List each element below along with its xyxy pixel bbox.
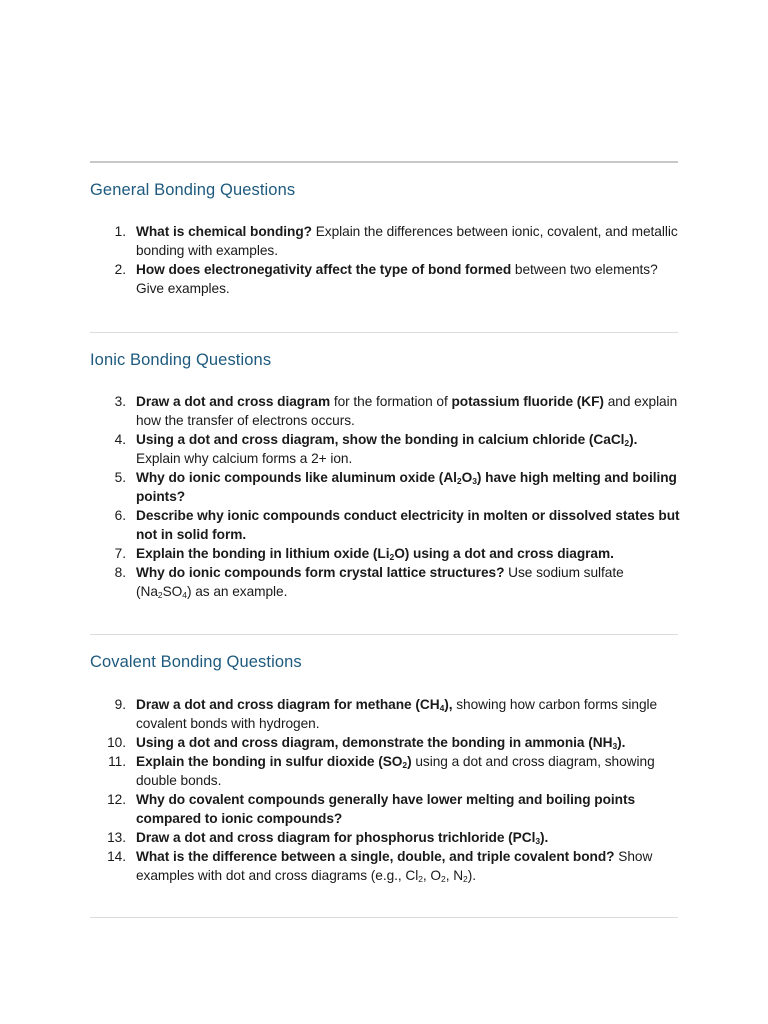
question-text: ) [407,754,412,769]
question-number: 10. [107,735,126,750]
question-text: , O [422,868,442,883]
question-number: 2. [114,262,126,277]
question-text: Using a dot and cross diagram, demonstrate the bonding in ammonia (NH [136,735,613,750]
question-text: Draw a dot and cross diagram for phosphorus trichloride (PCl [136,830,536,845]
question-10 [107,733,682,752]
question-number: 3. [114,394,126,409]
question-3 [114,392,682,430]
question-number: 1. [114,224,126,239]
subscript: 2 [402,760,408,770]
question-text: O [461,470,473,485]
question-text: for the formation of [330,394,452,409]
question-text: Why do covalent compounds generally have lower melting and boiling points compared to ionic compounds? [136,792,636,826]
question-text: Use sodium sulfate (Na [136,565,624,599]
question-text: ) as an example. [186,584,288,599]
subscript: 2 [157,590,163,600]
question-4 [114,430,682,468]
question-number: 6. [114,508,126,523]
question-number: 4. [114,432,126,447]
question-12 [107,790,682,828]
question-text: What is the difference between a single, double, and triple covalent bond? [136,849,615,864]
divider [90,332,678,333]
subscript: 4 [439,703,445,713]
question-8 [114,563,682,601]
question-number: 7. [114,546,126,561]
question-text: Why do ionic compounds like aluminum oxide (Al [136,470,457,485]
question-text: ) have high melting and boiling points? [136,470,677,504]
question-text: Explain the differences between ionic, covalent, and metallic bonding with examples. [136,224,678,258]
question-number: 13. [107,830,126,845]
section-heading-general: General Bonding Questions [90,181,296,199]
question-11 [108,752,682,790]
question-text: using a dot and cross diagram, showing double bonds. [136,754,655,788]
question-text: How does electronegativity affect the type of bond formed [136,262,512,277]
question-text: Using a dot and cross diagram, show the bonding in calcium chloride (CaCl [136,432,625,447]
question-text: Draw a dot and cross diagram [136,394,331,409]
question-text: What is chemical bonding? [136,224,312,239]
question-text: ). [467,868,476,883]
question-number: 8. [114,565,126,580]
question-text: showing how carbon forms single covalent bonds with hydrogen. [136,697,658,731]
question-2 [114,260,682,298]
subscript: 2 [624,438,630,448]
question-text: Draw a dot and cross diagram for methane (CH [136,697,440,712]
section-heading-covalent: Covalent Bonding Questions [90,653,302,671]
question-number: 5. [114,470,126,485]
question-5 [114,468,682,506]
question-text: and explain how the transfer of electrons occurs. [136,394,678,428]
question-number: 11. [108,754,126,769]
question-text: between two elements? Give examples. [136,262,658,296]
subscript: 2 [463,874,468,884]
subscript: 2 [456,476,462,486]
question-text: Explain the bonding in sulfur dioxide (SO [136,754,403,769]
question-text: ). [617,735,626,750]
divider [90,917,678,918]
subscript: 3 [535,836,541,846]
question-number: 9. [114,697,126,712]
question-text: potassium fluoride (KF) [451,394,604,409]
question-text: ). [629,432,638,447]
question-13 [107,828,682,847]
divider [90,634,678,635]
question-text: Explain why calcium forms a 2+ ion. [136,451,353,466]
question-6 [114,506,682,544]
question-text: ). [540,830,549,845]
question-1 [114,222,682,260]
question-text: , N [445,868,464,883]
question-text: O) using a dot and cross diagram. [394,546,614,561]
question-14 [107,847,682,885]
subscript: 3 [472,476,477,486]
question-text: ), [444,697,453,712]
subscript: 2 [389,552,395,562]
subscript: 4 [182,590,187,600]
subscript: 2 [418,874,423,884]
divider [90,161,678,163]
question-9 [114,695,682,733]
question-text: Why do ionic compounds form crystal lattice structures? [136,565,505,580]
question-text: Describe why ionic compounds conduct electricity in molten or dissolved states but not in solid form. [136,508,680,542]
question-number: 12. [107,792,126,807]
question-text: SO [162,584,183,599]
question-number: 14. [107,849,126,864]
question-text: Explain the bonding in lithium oxide (Li [136,546,390,561]
subscript: 3 [612,741,618,751]
question-7 [114,544,682,563]
question-text: Show examples with dot and cross diagrams (e.g., Cl [136,849,653,883]
section-heading-ionic: Ionic Bonding Questions [90,351,272,369]
subscript: 2 [441,874,446,884]
